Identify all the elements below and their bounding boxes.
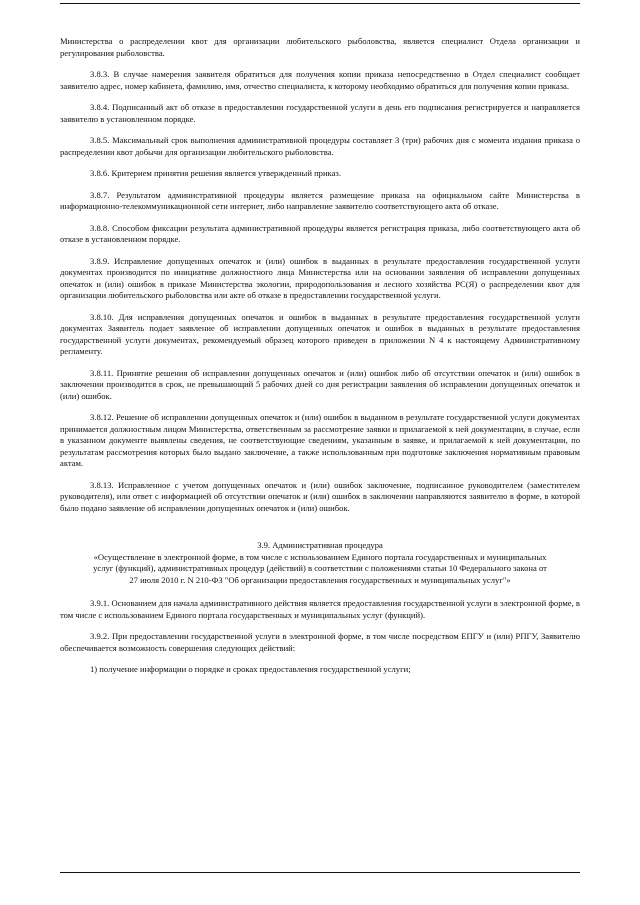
paragraph-3-8-6: 3.8.6. Критерием принятия решения является утвержденный приказ.: [90, 168, 341, 178]
document-page: [60, 36, 580, 676]
paragraph-3-8-10: 3.8.10. Для исправления допущенных опечаток и ошибок в выданных в результате предоставления государственной услуги документах Заявитель подает заявление об исправлении допущенных опечаток и ошибок в выданных в результате предоставления государственной услуги документах, рекомендуемый образец которого приведен в приложении N 4 к настоящему Административному регламенту.: [60, 311, 580, 356]
section-heading-3-9: [60, 540, 580, 586]
paragraph-3-8-11: 3.8.11. Принятие решения об исправлении допущенных опечаток и (или) ошибок либо об отсутствии опечаток и (или) ошибок в заключении производится в срок, не превышающий 5 рабочих дней со дня регистрации заявления об исправлении допущенных опечаток и (или) ошибок.: [60, 367, 580, 401]
paragraph-3-9-2: 3.9.2. При предоставлении государственной услуги в электронной форме, в том числе посредством ЕПГУ и (или) РПГУ, Заявителю обеспечивается возможность совершения следующих действий:: [60, 631, 580, 653]
paragraph-3-9-1: 3.9.1. Основанием для начала административного действия является предоставления государственной услуги в электронной форме, в том числе с использованием Единого портала государственных и муниципальных услуг (функций).: [60, 598, 580, 620]
paragraph-3-8-12: 3.8.12. Решение об исправлении допущенных опечаток и (или) ошибок в выданном в результате государственной услуги документах принимается должностным лицом Министерства, ответственным за рассмотрение заявки и прилагаемой к ней документации, в случае, если в указанном документе выявлены сведения, не соответствующие сведениям, указанным в заявке, и прилагаемой к ней документации, по результатам рассмотрения которых было выдано заключение, а также использованным при подготовке заключения нормативным правовым актам.: [60, 412, 580, 468]
paragraph-3-8-3: 3.8.3. В случае намерения заявителя обратиться для получения копии приказа непосредственно в Отдел специалист сообщает заявителю адрес, номер кабинета, фамилию, имя, отчество специалиста, к которому необходимо обратиться для получения копии приказа.: [60, 69, 580, 91]
paragraph-continuation: Министерства о распределении квот для организации любительского рыболовства, является специалист Отдела организации и регулирования рыболовства.: [60, 36, 580, 58]
list-item: 1) получение информации о порядке и сроках предоставления государственной услуги;: [90, 664, 411, 674]
section-heading-subtitle: «Осуществление в электронной форме, в том числе с использованием Единого портала государственных и муниципальных услуг (функций), административных процедур (действий) в соответствии с положениями статьи 10 Федерального закона от 27 июля 2010 г. N 210-ФЗ "Об организации предоставления государственных и муниципальных услуг"»: [93, 551, 547, 585]
paragraph-3-8-5: 3.8.5. Максимальный срок выполнения административной процедуры составляет 3 (три) рабочих дня с момента издания приказа о распределении квот добычи для организации любительского рыболовства.: [60, 135, 580, 157]
paragraph-3-8-13: 3.8.13. Исправленное с учетом допущенных опечаток и (или) ошибок заключение, подписанное руководителем (заместителем руководителя), или ответ с информацией об отсутствии опечаток и (или) ошибок в заключении направляются заявителю в форме, в которой было подано заявление об исправлении допущенных опечаток и (или) ошибок.: [60, 479, 580, 513]
section-heading-title: 3.9. Административная процедура: [257, 540, 383, 550]
paragraph-3-8-8: 3.8.8. Способом фиксации результата административной процедуры является регистрация приказа, либо соответствующего акта об отказе в установленном порядке.: [60, 222, 580, 244]
top-rule: [60, 3, 580, 4]
bottom-rule: [60, 872, 580, 873]
paragraph-3-8-4: 3.8.4. Подписанный акт об отказе в предоставлении государственной услуги в день его подписания регистрируется и направляется заявителю в установленном порядке.: [60, 102, 580, 124]
paragraph-3-8-9: 3.8.9. Исправление допущенных опечаток и (или) ошибок в выданных в результате предоставления государственной услуги документах производится по инициативе должностного лица Министерства или на основании заявления об исправлении допущенных опечаток и (или) ошибок в приказе Министерства экологии, природопользования и лесного хозяйства РС(Я) о распределении квот для организации любительского рыболовства или акте об отказе в предоставлении государственной услуги.: [60, 255, 580, 300]
paragraph-3-8-7: 3.8.7. Результатом административной процедуры является размещение приказа на официальном сайте Министерства в информационно-телекоммуникационной сети интернет, либо направление заявителю соответствующего акта об отказе.: [60, 189, 580, 211]
